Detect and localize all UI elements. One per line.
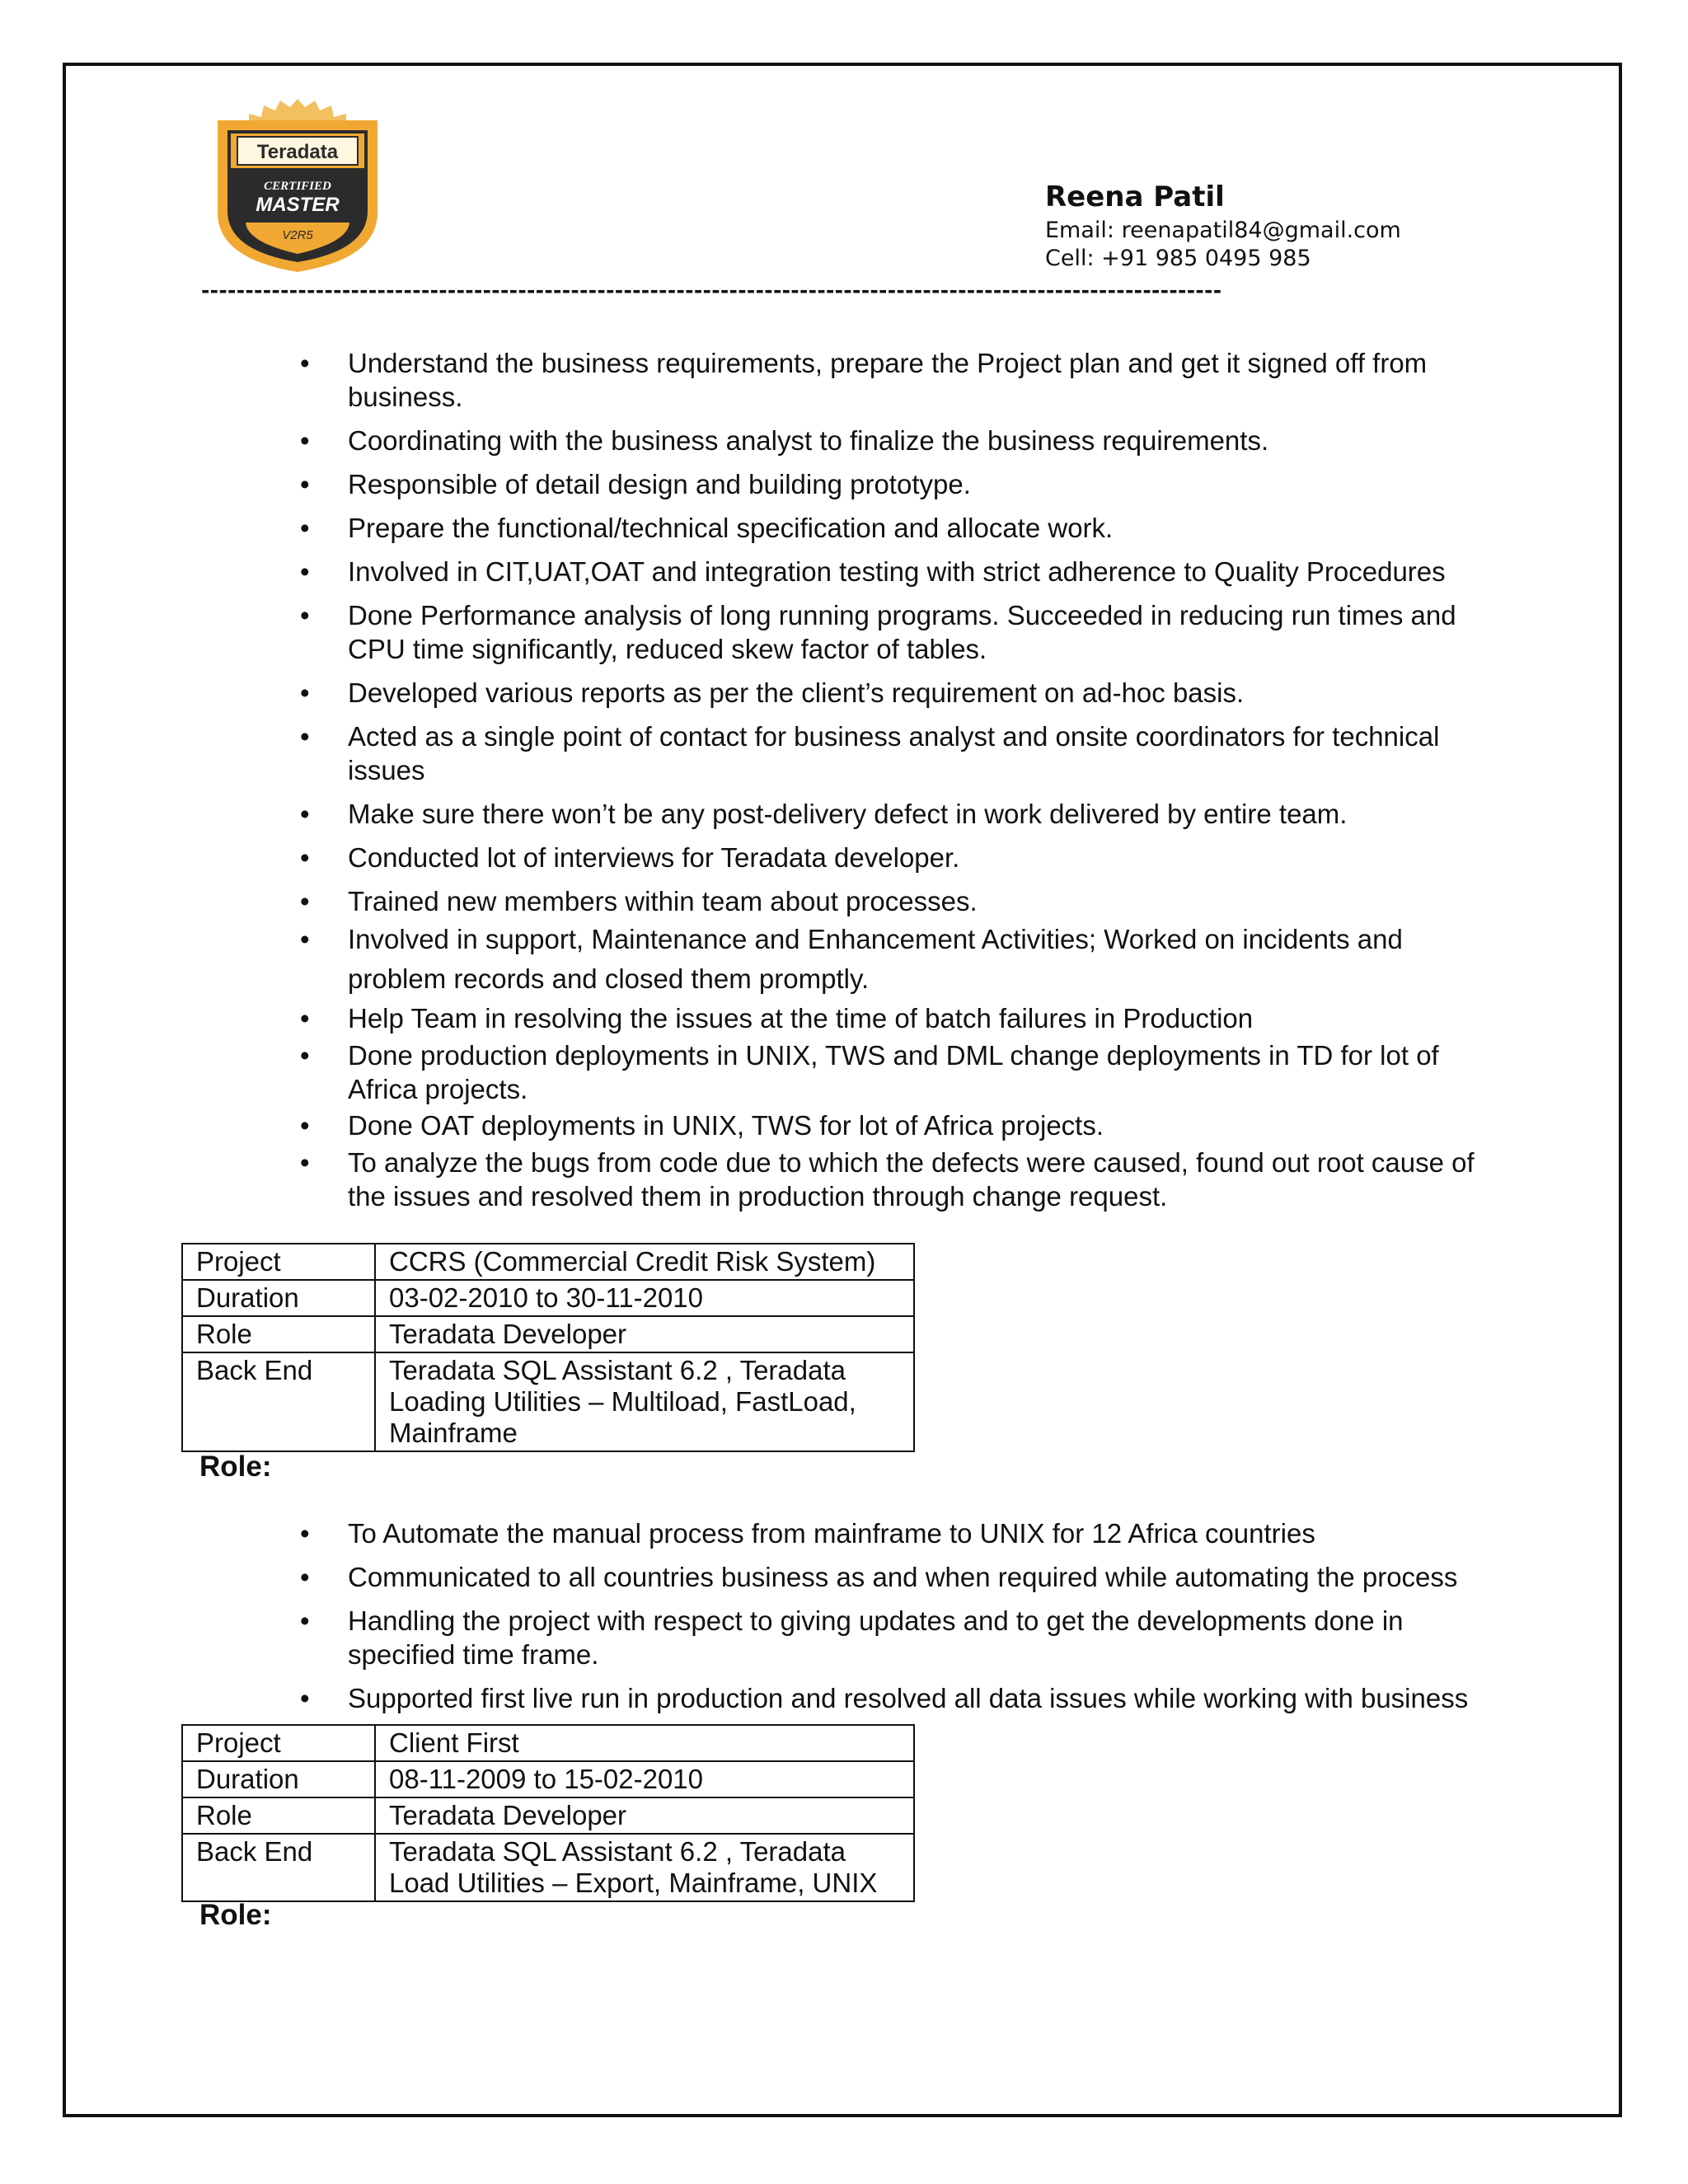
duration-value: 08-11-2009 to 15-02-2010 (375, 1761, 914, 1797)
role-label: Role (182, 1316, 375, 1352)
contact-email: Email: reenapatil84@gmail.com (1045, 218, 1401, 243)
badge-brand-text: Teradata (256, 141, 339, 163)
project-value: CCRS (Commercial Credit Risk System) (375, 1244, 914, 1280)
duration-label: Duration (182, 1761, 375, 1797)
list-item: • To Automate the manual process from mainframe to UNIX for 12 Africa countries (300, 1516, 1487, 1550)
backend-value: Teradata SQL Assistant 6.2 , Teradata Load Utilities – Export, Mainframe, UNIX (375, 1834, 914, 1901)
list-item: • Done Performance analysis of long running programs. Succeeded in reducing run times and CPU time significantly, reduced skew factor of tables. (300, 598, 1487, 666)
project-ccrs-role-heading: Role: (199, 1451, 272, 1483)
list-item: • To analyze the bugs from code due to which the defects were caused, found out root cause of the issues and resolved them in production through change request. (300, 1146, 1487, 1213)
table-row (182, 1316, 914, 1352)
project-label: Project (182, 1244, 375, 1280)
badge-version-text: V2R5 (282, 228, 313, 242)
backend-label: Back End (182, 1834, 375, 1901)
list-item: • Involved in support, Maintenance and Enhancement Activities; Worked on incidents and problem records and closed them promptly. (300, 920, 1487, 999)
table-row (182, 1797, 914, 1834)
list-item: • Trained new members within team about processes. (300, 884, 1487, 918)
badge-certified-text: CERTIFIED (264, 180, 331, 193)
table-row (182, 1834, 914, 1901)
list-item: • Responsible of detail design and building prototype. (300, 467, 1487, 501)
list-item: • Conducted lot of interviews for Teradata developer. (300, 841, 1487, 874)
table-row (182, 1352, 914, 1451)
list-item: • Make sure there won’t be any post-delivery defect in work delivered by entire team. (300, 797, 1487, 831)
list-item: • Communicated to all countries business as and when required while automating the process (300, 1560, 1487, 1594)
list-item: • Coordinating with the business analyst to finalize the business requirements. (300, 424, 1487, 457)
teradata-certified-master-badge (195, 97, 401, 277)
backend-value: Teradata SQL Assistant 6.2 , Teradata Loading Utilities – Multiload, FastLoad, Mainframe (375, 1352, 914, 1451)
table-row (182, 1761, 914, 1797)
role-value: Teradata Developer (375, 1316, 914, 1352)
list-item: • Done production deployments in UNIX, TWS and DML change deployments in TD for lot of Africa projects. (300, 1038, 1487, 1106)
duration-label: Duration (182, 1280, 375, 1316)
project-client-first-table (181, 1724, 915, 1902)
badge-logo-graphic (195, 97, 401, 277)
list-item: • Developed various reports as per the client’s requirement on ad-hoc basis. (300, 676, 1487, 710)
backend-label: Back End (182, 1352, 375, 1451)
duration-value: 03-02-2010 to 30-11-2010 (375, 1280, 914, 1316)
list-item: • Involved in CIT,UAT,OAT and integration testing with strict adherence to Quality Procedures (300, 555, 1487, 588)
list-item: • Acted as a single point of contact for business analyst and onsite coordinators for technical issues (300, 719, 1487, 787)
table-row (182, 1280, 914, 1316)
list-item: • Handling the project with respect to giving updates and to get the developments done in specified time frame. (300, 1604, 1487, 1671)
project-client-first-role-heading: Role: (199, 1899, 272, 1931)
list-item: • Help Team in resolving the issues at the time of batch failures in Production (300, 1001, 1487, 1037)
list-item: • Supported first live run in production and resolved all data issues while working with business (300, 1681, 1487, 1715)
list-item: • Understand the business requirements, prepare the Project plan and get it signed off from business. (300, 346, 1487, 414)
badge-master-text: MASTER (256, 194, 340, 216)
project-value: Client First (375, 1725, 914, 1761)
role-value: Teradata Developer (375, 1797, 914, 1834)
support-activities-list (300, 920, 1487, 1215)
table-row (182, 1725, 914, 1761)
contact-cell: Cell: +91 985 0495 985 (1045, 246, 1311, 271)
list-item: • Prepare the functional/technical specification and allocate work. (300, 511, 1487, 545)
contact-block (1045, 177, 1401, 273)
role-label: Role (182, 1797, 375, 1834)
table-row (182, 1244, 914, 1280)
header-separator: -------------------------------------------------------------------------------------------------------------------- (201, 279, 1222, 302)
project-ccrs-table (181, 1243, 915, 1452)
project-label: Project (182, 1725, 375, 1761)
project-ccrs-role-list (300, 1516, 1487, 1725)
candidate-name: Reena Patil (1045, 180, 1225, 213)
responsibilities-list (300, 346, 1487, 928)
list-item: • Done OAT deployments in UNIX, TWS for lot of Africa projects. (300, 1108, 1487, 1144)
